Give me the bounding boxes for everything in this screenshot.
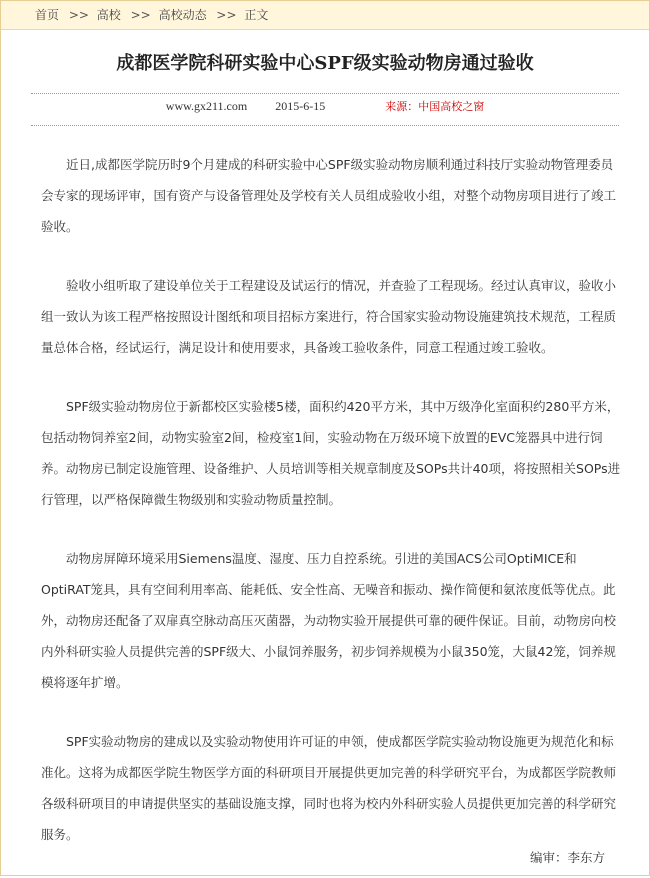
meta-divider [31,125,619,126]
breadcrumb-universities-link[interactable]: 高校 [96,8,121,22]
publish-date: 2015-6-15 [275,99,326,113]
article-body [41,149,621,878]
breadcrumb-news-link[interactable]: 高校动态 [158,8,207,22]
breadcrumb [1,1,649,30]
article-paragraph: 验收小组听取了建设单位关于工程建设及试运行的情况，并查验了工程现场。经过认真审议，验收小组一致认为该工程严格按照设计图纸和项目招标方案进行，符合国家实验动物设施建筑技术规范，工程质量总体合格，经试运行，满足设计和使用要求，具备竣工验收条件，同意工程通过竣工验收。 [41,278,617,355]
breadcrumb-separator: >> [68,8,89,22]
title-divider [31,93,619,94]
article-paragraph: 动物房屏障环境采用Siemens温度、湿度、压力自控系统。引进的美国ACS公司OptiMICE和OptiRAT笼具，具有空间利用率高、能耗低、安全性高、无噪音和振动、操作简便和氨浓度低等优点。此外，动物房还配备了双扉真空脉动高压灭菌器，为动物实验开展提供可靠的硬件保证。目前，动物房向校内外科研实验人员提供完善的SPF级大、小鼠饲养服务，初步饲养规模为小鼠350笼，大鼠42笼，饲养规模将逐年扩增。 [41,551,617,690]
breadcrumb-separator: >> [216,8,237,22]
article-editor: 编审：李东方 [529,850,605,865]
article-meta [1,98,649,114]
article-paragraph: SPF实验动物房的建成以及实验动物使用许可证的申领，使成都医学院实验动物设施更为规范化和标准化。这将为成都医学院生物医学方面的科研项目开展提供更加完善的科学研究平台，为成都医学院教师各级科研项目的申请提供坚实的基础设施支撑，同时也将为校内外科研实验人员提供更加完善的科学研究服务。 [41,734,617,842]
article-title: 成都医学院科研实验中心SPF级实验动物房通过验收 [116,53,534,74]
article-source: 来源：中国高校之窗 [385,100,485,113]
breadcrumb-current: 正文 [244,8,269,22]
article-paragraph: SPF级实验动物房位于新都校区实验楼5楼，面积约420平方米，其中万级净化室面积约280平方米，包括动物饲养室2间，动物实验室2间，检疫室1间，实验动物在万级环境下放置的EVC笼器具中进行饲养。动物房已制定设施管理、设备维护、人员培训等相关规章制度及SOPs共计40项，将按照相关SOPs进行管理，以严格保障微生物级别和实验动物质量控制。 [41,399,621,507]
article-paragraph: 近日,成都医学院历时9个月建成的科研实验中心SPF级实验动物房顺利通过科技厅实验动物管理委员会专家的现场评审，国有资产与设备管理处及学校有关人员组成验收小组，对整个动物房项目进行了竣工验收。 [41,157,617,234]
breadcrumb-separator: >> [130,8,151,22]
breadcrumb-home-link[interactable]: 首页 [35,8,60,22]
site-url: www.gx211.com [165,99,248,113]
